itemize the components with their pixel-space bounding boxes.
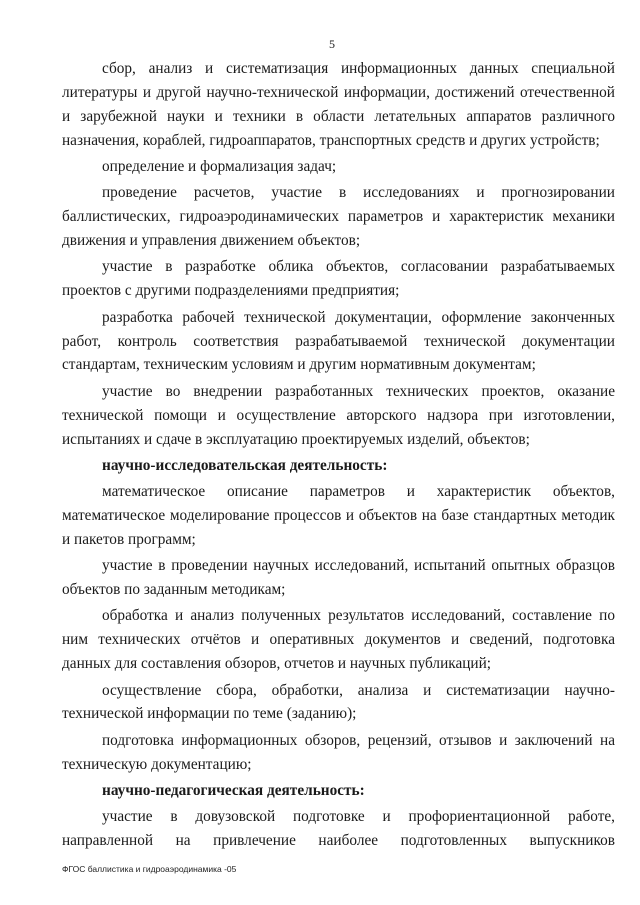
paragraph: математическое описание параметров и характеристик объектов, математическое моделирование процессов и объектов на базе стандартных методик и пакетов программ; [62, 483, 615, 548]
paragraph: определение и формализация задач; [102, 158, 337, 176]
paragraph: осуществление сбора, обработки, анализа и систематизации научно-технической информации по теме (заданию); [62, 681, 615, 723]
paragraph: участие в довузовской подготовке и профориентационной работе, направленной на привлечение наиболее подготовленных выпускников [62, 808, 615, 850]
section-heading: научно-исследовательская деятельность: [102, 456, 388, 474]
paragraph: разработка рабочей технической документации, оформление законченных работ, контроль соответствия разрабатываемой технической документации стандартам, техническим условиям и другим нормативным документам; [62, 308, 615, 374]
page-number: 5 [329, 37, 335, 51]
paragraph: подготовка информационных обзоров, рецензий, отзывов и заключений на техническую документацию; [62, 731, 615, 773]
document-body [62, 57, 615, 855]
paragraph: участие в разработке облика объектов, согласовании разрабатываемых проектов с другими подразделениями предприятия; [62, 258, 615, 300]
page-footer: ФГОС баллистика и гидроаэродинамика -05 [62, 864, 237, 874]
paragraph: обработка и анализ полученных результатов исследований, составление по ним технических отчётов и оперативных документов и сведений, подготовка данных для составления обзоров, отчетов и научных публикаций; [62, 607, 615, 673]
paragraph: участие во внедрении разработанных технических проектов, оказание технической помощи и осуществление авторского надзора при изготовлении, испытаниях и сдаче в эксплуатацию проектируемых изделий, объектов; [62, 382, 615, 448]
section-heading: научно-педагогическая деятельность: [102, 781, 365, 799]
paragraph: участие в проведении научных исследований, испытаний опытных образцов объектов по заданным методикам; [62, 557, 615, 599]
paragraph: сбор, анализ и систематизация информационных данных специальной литературы и другой научно-технической информации, достижений отечественной и зарубежной науки и техники в области летательных аппаратов различного назначения, кораблей, гидроаппаратов, транспортных средств и других устройств; [62, 60, 615, 149]
paragraph: проведение расчетов, участие в исследованиях и прогнозировании баллистических, гидроаэродинамических параметров и характеристик механики движения и управления движением объектов; [62, 184, 615, 250]
